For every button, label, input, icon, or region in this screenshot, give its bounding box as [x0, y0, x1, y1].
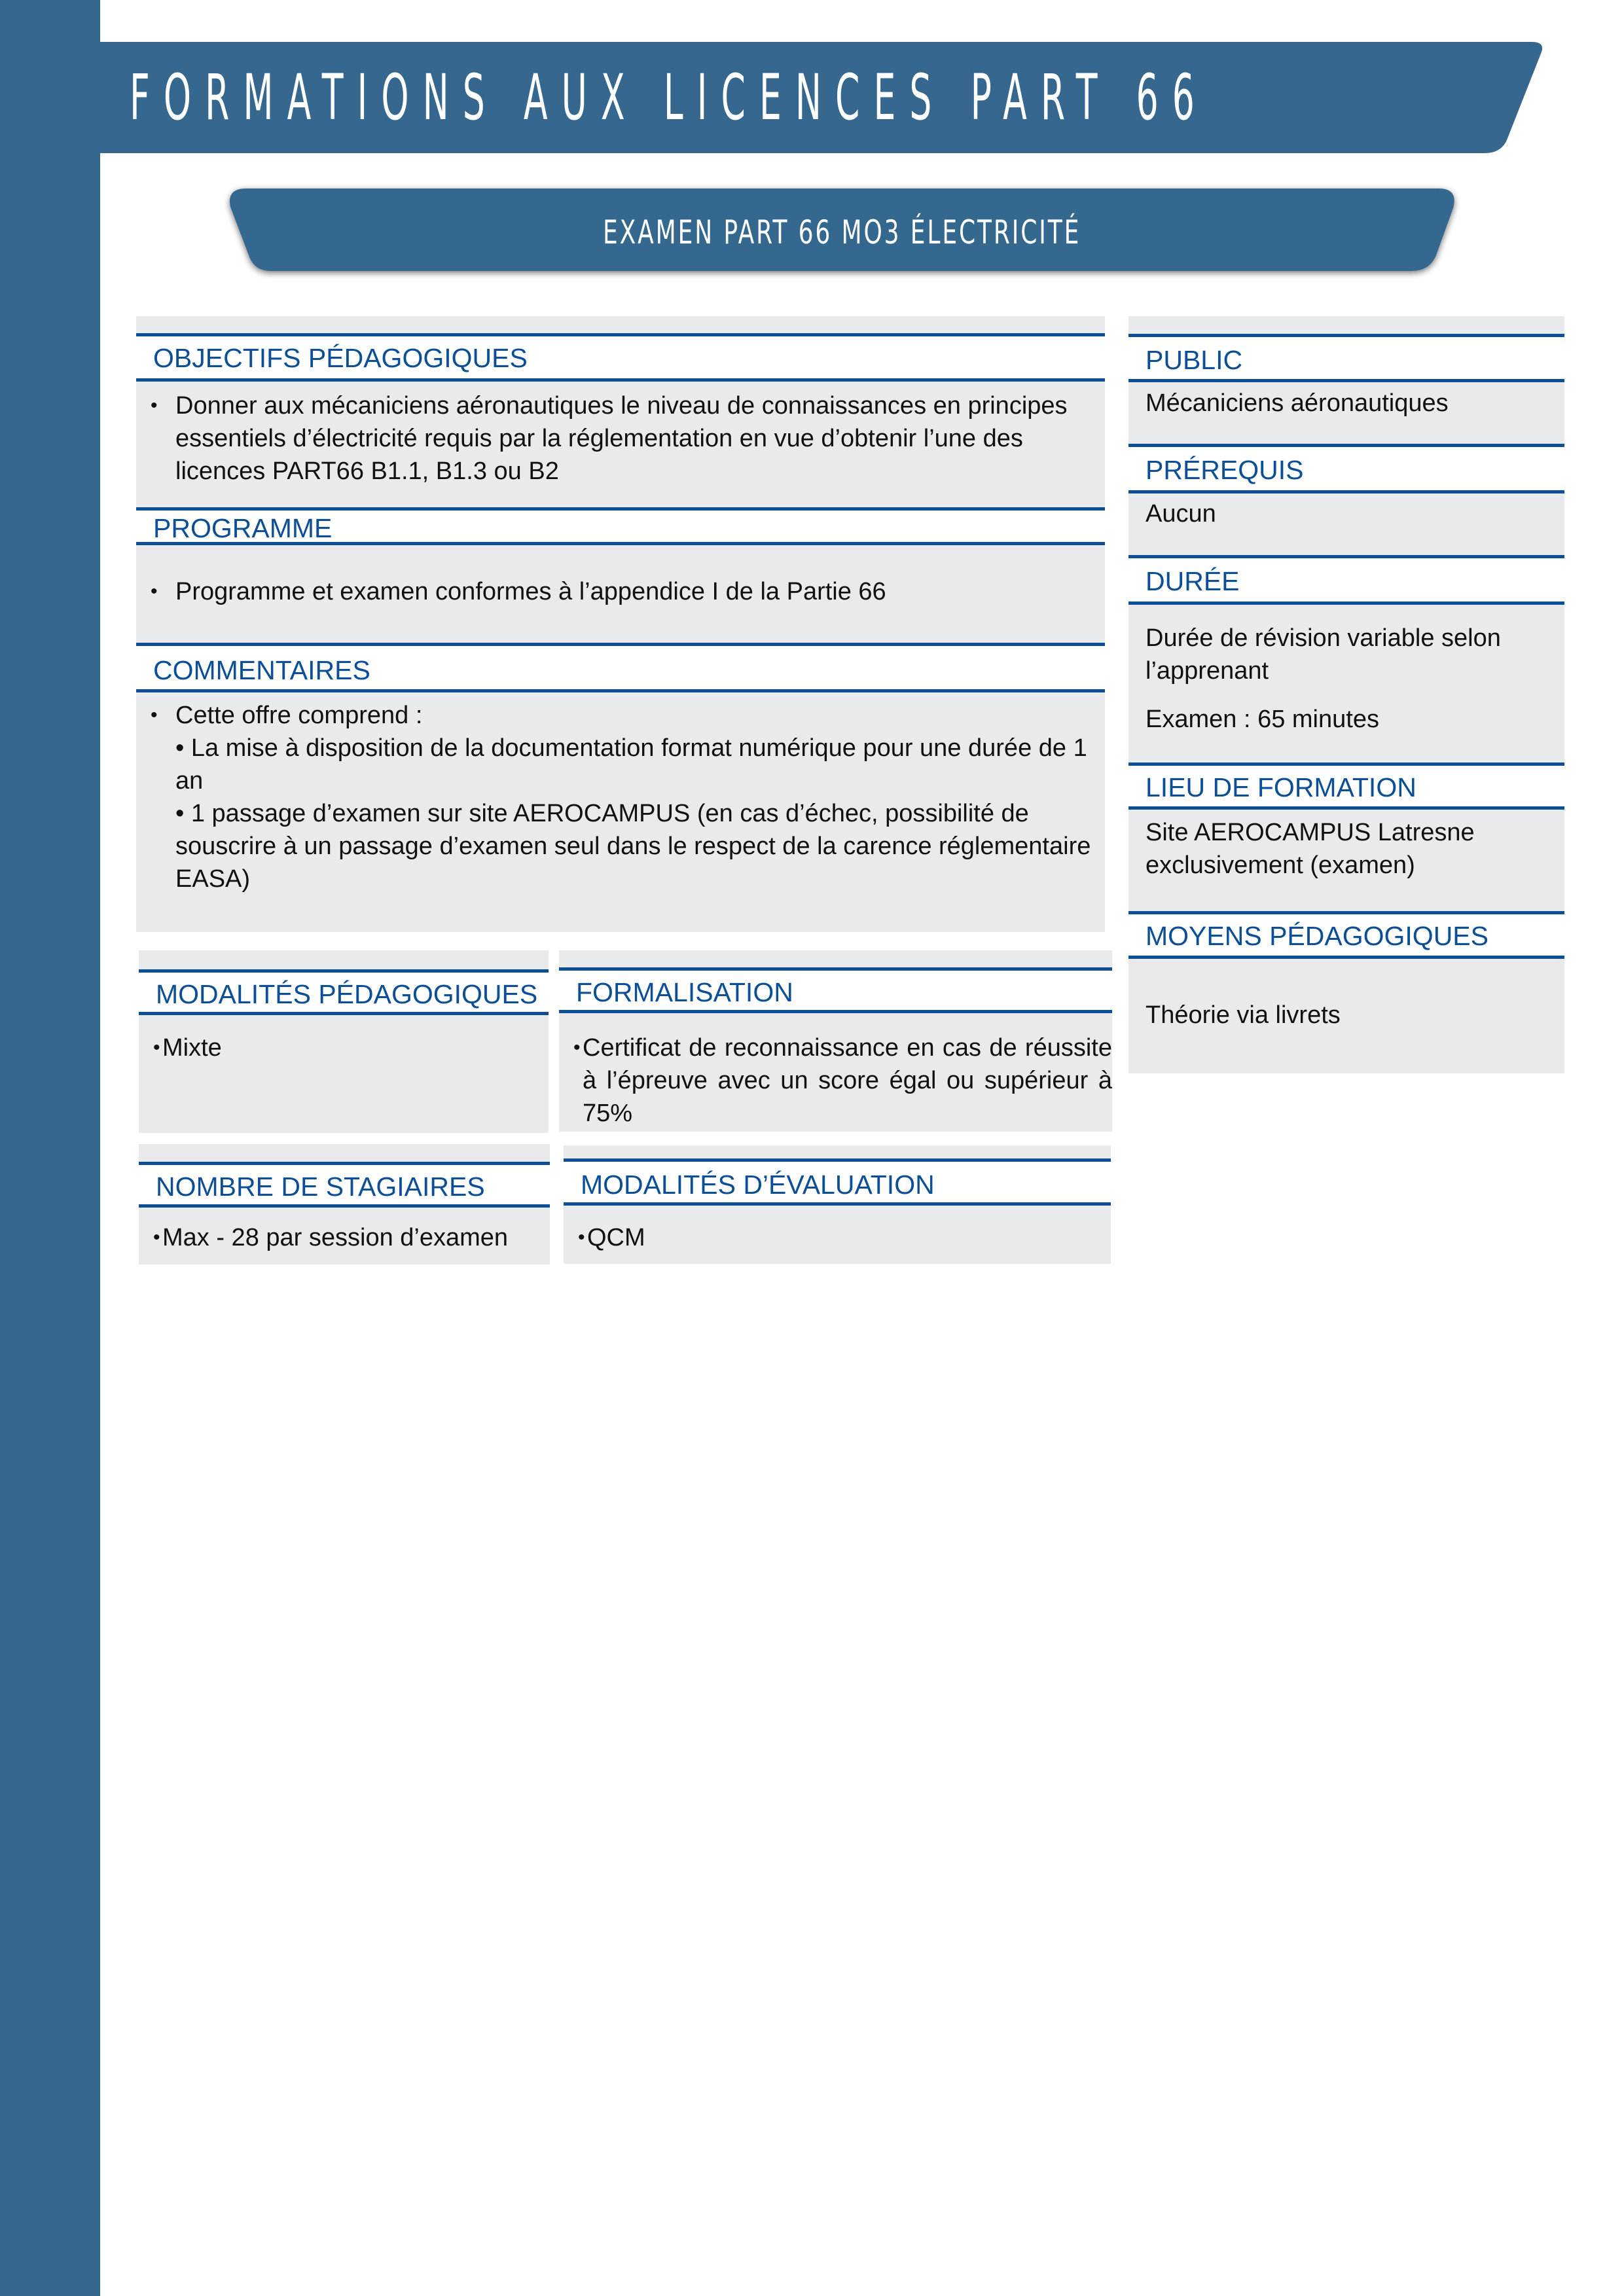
- lieu-header: [1128, 762, 1564, 810]
- page-title: FORMATIONS AUX LICENCES PART 66: [130, 61, 1208, 134]
- objectifs-title: OBJECTIFS PÉDAGOGIQUES: [153, 343, 528, 373]
- modalites-evaluation-header: [564, 1158, 1111, 1206]
- course-title-text: EXAMEN PART 66 MO3 ÉLECTRICITÉ: [602, 213, 1081, 251]
- moyens-body: [1128, 999, 1564, 1031]
- prerequis-header: [1128, 444, 1564, 493]
- objectifs-header: [136, 333, 1105, 382]
- duree-title: DURÉE: [1146, 566, 1240, 596]
- commentaires-section: [136, 643, 1105, 932]
- moyens-text: Théorie via livrets: [1146, 1001, 1341, 1029]
- duree-body: [1128, 622, 1564, 736]
- sidebar-band: [0, 0, 100, 2296]
- prerequis-text: Aucun: [1146, 500, 1216, 528]
- lieu-title: LIEU DE FORMATION: [1146, 772, 1416, 802]
- objectifs-body: [136, 389, 1105, 488]
- commentaires-body: [136, 699, 1105, 895]
- moyens-section: [1128, 911, 1564, 1073]
- formalisation-item: • Certificat de reconnaissance en cas de réussite à l’épreuve avec un score égal ou supérieur à 75%: [559, 1031, 1112, 1130]
- modalites-pedagogiques-header: [139, 969, 549, 1015]
- duree-exam-text: Examen : 65 minutes: [1146, 706, 1379, 733]
- commentaires-sub-item: • 1 passage d’examen sur site AEROCAMPUS (en cas d’échec, possibilité de souscrire à un passage d’examen seul dans le respect de la carence réglementaire EASA): [175, 800, 1091, 893]
- header-banner: [98, 42, 1551, 153]
- commentaires-title: COMMENTAIRES: [153, 655, 370, 685]
- lieu-body: [1128, 816, 1564, 882]
- programme-title: PROGRAMME: [153, 513, 333, 543]
- public-text: Mécaniciens aéronautiques: [1146, 389, 1449, 417]
- nombre-stagiaires-header: [139, 1162, 550, 1208]
- public-header: [1128, 334, 1564, 382]
- nombre-stagiaires-body: [139, 1221, 550, 1254]
- public-title: PUBLIC: [1146, 345, 1243, 375]
- nombre-stagiaires-section: [139, 1144, 550, 1265]
- moyens-header: [1128, 911, 1564, 959]
- modalites-pedagogiques-body: [139, 1031, 549, 1064]
- modalites-pedagogiques-item: • Mixte: [139, 1031, 549, 1064]
- programme-item: • Programme et examen conformes à l’appendice I de la Partie 66: [136, 575, 1105, 608]
- modalites-evaluation-body: [564, 1221, 1111, 1254]
- formalisation-title: FORMALISATION: [576, 977, 793, 1007]
- lieu-text: Site AEROCAMPUS Latresne exclusivement (examen): [1146, 819, 1475, 879]
- commentaires-header: [136, 643, 1105, 692]
- course-title: [220, 183, 1464, 281]
- modalites-pedagogiques-title: MODALITÉS PÉDAGOGIQUES: [156, 979, 538, 1009]
- nombre-stagiaires-item: • Max - 28 par session d’examen: [139, 1221, 550, 1254]
- prerequis-section: [1128, 444, 1564, 555]
- modalites-evaluation-item: • QCM: [564, 1221, 1111, 1254]
- prerequis-body: [1128, 497, 1564, 530]
- lieu-section: [1128, 762, 1564, 911]
- modalites-pedagogiques-section: [139, 950, 549, 1133]
- objectifs-item: • Donner aux mécaniciens aéronautiques le niveau de connaissances en principes essentiels d’électricité requis par la réglementation en vue d’obtenir l’une des licences PART66 B1.1, B1.3 ou B2: [136, 389, 1105, 488]
- moyens-title: MOYENS PÉDAGOGIQUES: [1146, 921, 1489, 951]
- formalisation-header: [559, 967, 1112, 1013]
- nombre-stagiaires-title: NOMBRE DE STAGIAIRES: [156, 1172, 485, 1202]
- duree-header: [1128, 555, 1564, 605]
- public-section: [1128, 316, 1564, 444]
- programme-section: [136, 507, 1105, 643]
- formalisation-body: [559, 1031, 1112, 1130]
- public-body: [1128, 387, 1564, 420]
- modalites-evaluation-title: MODALITÉS D’ÉVALUATION: [581, 1170, 935, 1200]
- programme-body: [136, 575, 1105, 608]
- duree-text: Durée de révision variable selon l’apprenant: [1146, 624, 1501, 685]
- prerequis-title: PRÉREQUIS: [1146, 455, 1304, 485]
- commentaires-sub-item: • La mise à disposition de la documentation format numérique pour une durée de 1 an: [175, 734, 1087, 795]
- objectifs-section: [136, 316, 1105, 507]
- programme-header: [136, 507, 1105, 545]
- duree-section: [1128, 555, 1564, 762]
- formalisation-section: [559, 950, 1112, 1132]
- commentaires-intro: • Cette offre comprend :: [136, 699, 1100, 732]
- course-title-banner: [220, 183, 1464, 281]
- modalites-evaluation-section: [564, 1145, 1111, 1264]
